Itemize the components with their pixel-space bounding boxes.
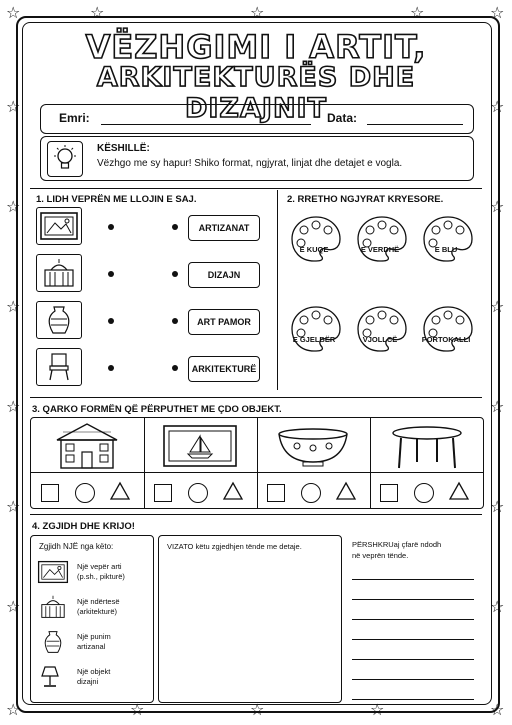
draw-label: VIZATO këtu zgjedhjen tënde me detaje.: [167, 542, 302, 551]
star-icon: ☆: [6, 399, 21, 416]
match-dot-left[interactable]: [108, 365, 114, 371]
divider: [30, 514, 482, 515]
divider: [277, 190, 278, 390]
writing-line[interactable]: [352, 680, 474, 700]
match-dot-right[interactable]: [172, 318, 178, 324]
divider: [144, 418, 145, 508]
describe-label-2: në veprën tënde.: [352, 551, 409, 560]
triangle-option[interactable]: [335, 481, 357, 506]
section-1-title: 1. LIDH VEPRËN ME LLOJIN E SAJ.: [36, 194, 197, 205]
divider: [257, 418, 258, 508]
lamp-icon: [37, 665, 63, 694]
triangle-option[interactable]: [109, 481, 131, 506]
star-icon: ☆: [90, 5, 105, 22]
date-label: Data:: [327, 111, 358, 125]
star-icon: ☆: [250, 702, 265, 719]
section-3-title: 3. QARKO FORMËN QË PËRPUTHET ME ÇDO OBJEKT.: [32, 404, 282, 415]
building-icon: [39, 258, 79, 293]
star-icon: ☆: [250, 5, 265, 22]
star-icon: ☆: [490, 299, 505, 316]
chair-image: [36, 348, 82, 386]
type-label: DIZAJN: [188, 262, 260, 288]
star-icon: ☆: [490, 199, 505, 216]
triangle-option[interactable]: [448, 481, 470, 506]
divider: [370, 418, 371, 508]
star-icon: ☆: [6, 299, 21, 316]
color-label: E GJELBËR: [292, 335, 336, 344]
option-label: Një punim: [77, 632, 111, 641]
type-label: ARTIZANAT: [188, 215, 260, 241]
match-dot-left[interactable]: [108, 318, 114, 324]
square-option[interactable]: [154, 484, 172, 502]
option-sublabel: (arkitekturë): [77, 607, 118, 616]
star-icon: ☆: [6, 99, 21, 116]
section-4-title: 4. ZGJIDH DHE KRIJO!: [32, 521, 135, 532]
option-label: Një ndërtesë: [77, 597, 120, 606]
writing-line[interactable]: [352, 580, 474, 600]
star-icon: ☆: [490, 99, 505, 116]
framed-painting-icon: [162, 424, 238, 468]
match-dot-right[interactable]: [172, 271, 178, 277]
circle-option[interactable]: [75, 483, 95, 503]
color-label: E BLU: [434, 245, 458, 254]
writing-line[interactable]: [352, 600, 474, 620]
star-icon: ☆: [6, 702, 21, 719]
tip-text: Vëzhgo me sy hapur! Shiko format, ngjyrat, linjat dhe detajet e vogla.: [97, 158, 403, 169]
type-label: ARKITEKTURË: [188, 356, 260, 382]
star-icon: ☆: [490, 599, 505, 616]
option-sublabel: dizajni: [77, 677, 99, 686]
painting-icon: [37, 560, 69, 589]
star-icon: ☆: [6, 599, 21, 616]
title-line-2: ARKITEKTURËS DHE DIZAJNIT: [96, 62, 416, 124]
divider: [30, 397, 482, 398]
name-field[interactable]: [101, 124, 311, 125]
tip-label: KËSHILLË:: [97, 143, 150, 154]
painting-icon: [39, 211, 79, 246]
table-icon: [387, 424, 467, 470]
star-icon: ☆: [130, 702, 145, 719]
chair-icon: [39, 352, 79, 387]
writing-line[interactable]: [352, 620, 474, 640]
option-label: Një vepër arti: [77, 562, 122, 571]
circle-option[interactable]: [188, 483, 208, 503]
triangle-option[interactable]: [222, 481, 244, 506]
vase-image: [36, 301, 82, 339]
writing-line[interactable]: [352, 660, 474, 680]
objects-row: [30, 417, 484, 509]
describe-label: PËRSHKRUaj çfarë ndodh: [352, 540, 442, 549]
title-line-1: VËZHGIMI I ARTIT,: [85, 28, 427, 66]
choice-box: [30, 535, 154, 703]
name-date-box: [40, 104, 474, 134]
star-icon: ☆: [490, 399, 505, 416]
color-label: PORTOKALLI: [421, 335, 471, 344]
color-label: E KUQE: [299, 245, 329, 254]
star-icon: ☆: [6, 5, 21, 22]
circle-option[interactable]: [414, 483, 434, 503]
star-icon: ☆: [370, 702, 385, 719]
square-option[interactable]: [41, 484, 59, 502]
section-2-title: 2. RRETHO NGJYRAT KRYESORE.: [287, 194, 444, 205]
vase-icon: [39, 305, 79, 340]
star-icon: ☆: [490, 499, 505, 516]
match-dot-right[interactable]: [172, 224, 178, 230]
drawing-area[interactable]: [158, 535, 342, 703]
painting-image: [36, 207, 82, 245]
lightbulb-icon: [47, 141, 83, 177]
building-image: [36, 254, 82, 292]
house-icon: [49, 422, 125, 470]
match-dot-right[interactable]: [172, 365, 178, 371]
name-label: Emri:: [59, 111, 90, 125]
building-icon: [37, 595, 69, 624]
square-option[interactable]: [267, 484, 285, 502]
match-dot-left[interactable]: [108, 271, 114, 277]
option-label: Një objekt: [77, 667, 111, 676]
date-field[interactable]: [367, 124, 463, 125]
star-icon: ☆: [410, 5, 425, 22]
star-icon: ☆: [490, 5, 505, 22]
writing-line[interactable]: [352, 640, 474, 660]
star-icon: ☆: [6, 199, 21, 216]
match-dot-left[interactable]: [108, 224, 114, 230]
describe-area: [352, 540, 482, 700]
vase-icon: [37, 630, 69, 659]
writing-line[interactable]: [352, 560, 474, 580]
circle-option[interactable]: [301, 483, 321, 503]
option-sublabel: artizanal: [77, 642, 106, 651]
color-label: E VERDHË: [360, 245, 400, 254]
option-sublabel: (p.sh., pikturë): [77, 572, 125, 581]
bowl-icon: [275, 426, 351, 468]
square-option[interactable]: [380, 484, 398, 502]
color-label: VJOLLCË: [362, 335, 398, 344]
star-icon: ☆: [6, 499, 21, 516]
divider: [30, 188, 482, 189]
type-label: ART PAMOR: [188, 309, 260, 335]
tip-box: [40, 136, 474, 181]
choose-label: Zgjidh NJË nga këto:: [39, 542, 114, 551]
star-icon: ☆: [490, 702, 505, 719]
